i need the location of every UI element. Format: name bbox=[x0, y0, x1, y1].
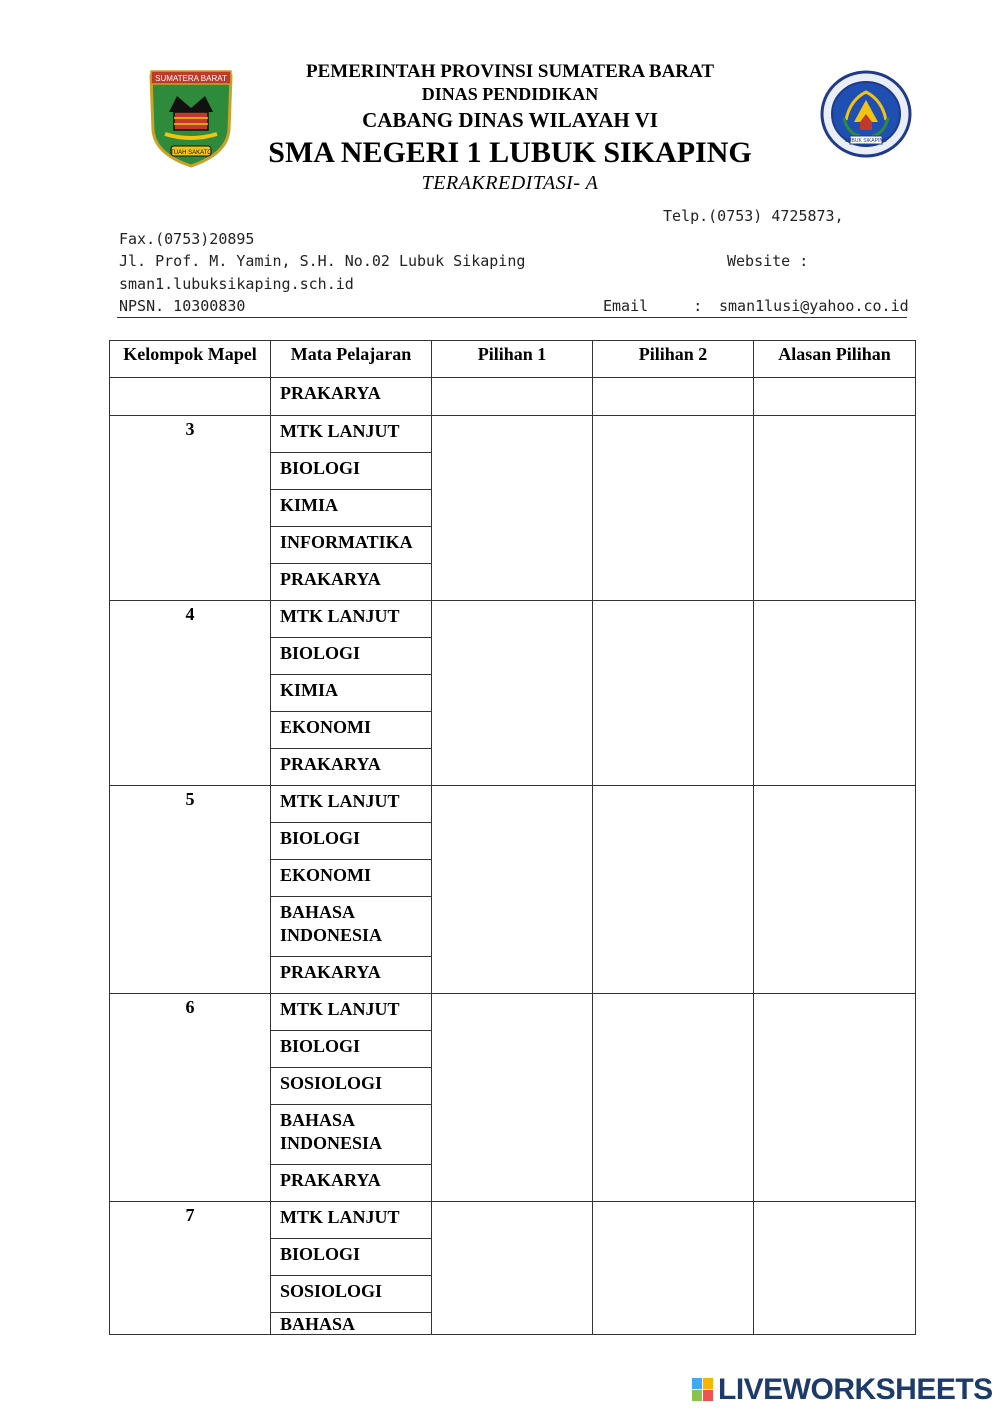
header-pilihan-1: Pilihan 1 bbox=[432, 341, 593, 378]
pilihan-1-cell[interactable] bbox=[432, 1202, 593, 1335]
subject-cell: EKONOMI bbox=[271, 712, 432, 749]
header-pilihan-2: Pilihan 2 bbox=[593, 341, 754, 378]
subject-cell: MTK LANJUT bbox=[271, 1202, 432, 1239]
pilihan-1-cell[interactable] bbox=[432, 378, 593, 416]
school-name: SMA NEGERI 1 LUBUK SIKAPING bbox=[268, 136, 752, 169]
subject-cell: SOSIOLOGI bbox=[271, 1276, 432, 1313]
sumatera-barat-emblem bbox=[147, 68, 235, 168]
subject-cell: MTK LANJUT bbox=[271, 416, 432, 453]
pilihan-2-cell[interactable] bbox=[593, 994, 754, 1202]
telp: Telp.(0753) 4725873, bbox=[663, 207, 844, 225]
subject-cell: MTK LANJUT bbox=[271, 601, 432, 638]
subject-cell: INFORMATIKA bbox=[271, 527, 432, 564]
pilihan-2-cell[interactable] bbox=[593, 378, 754, 416]
subject-cell: PRAKARYA bbox=[271, 957, 432, 994]
alasan-cell[interactable] bbox=[754, 378, 916, 416]
subject-cell: PRAKARYA bbox=[271, 378, 432, 416]
accreditation: TERAKREDITASI- A bbox=[421, 172, 599, 194]
table-row bbox=[110, 994, 916, 1031]
subject-cell: MTK LANJUT bbox=[271, 994, 432, 1031]
subject-cell: BAHASA bbox=[271, 1313, 432, 1335]
table-row bbox=[110, 601, 916, 638]
alasan-cell[interactable] bbox=[754, 786, 916, 994]
npsn: NPSN. 10300830 bbox=[119, 297, 246, 315]
group-number: 7 bbox=[110, 1202, 271, 1335]
subject-cell: EKONOMI bbox=[271, 860, 432, 897]
subject-choice-table bbox=[109, 340, 916, 1335]
pilihan-1-cell[interactable] bbox=[432, 994, 593, 1202]
subject-cell: MTK LANJUT bbox=[271, 786, 432, 823]
header-branch: CABANG DINAS WILAYAH VI bbox=[362, 108, 658, 132]
subject-cell: KIMIA bbox=[271, 675, 432, 712]
email-label: Email : bbox=[603, 297, 703, 315]
svg-text:SUMATERA BARAT: SUMATERA BARAT bbox=[155, 74, 227, 83]
header-kelompok: Kelompok Mapel bbox=[110, 341, 271, 378]
pilihan-1-cell[interactable] bbox=[432, 416, 593, 601]
group-number-cell bbox=[110, 378, 271, 416]
alasan-cell[interactable] bbox=[754, 1202, 916, 1335]
pilihan-2-cell[interactable] bbox=[593, 416, 754, 601]
school-emblem bbox=[820, 70, 912, 158]
liveworksheets-text: LIVEWORKSHEETS bbox=[718, 1373, 993, 1406]
subject-cell: PRAKARYA bbox=[271, 1165, 432, 1202]
address: Jl. Prof. M. Yamin, S.H. No.02 Lubuk Sikaping bbox=[119, 252, 526, 270]
table-header-row bbox=[110, 341, 916, 378]
email: sman1lusi@yahoo.co.id bbox=[719, 297, 909, 315]
subject-cell: BIOLOGI bbox=[271, 823, 432, 860]
group-number: 4 bbox=[110, 601, 271, 786]
pilihan-1-cell[interactable] bbox=[432, 786, 593, 994]
subject-cell: BIOLOGI bbox=[271, 453, 432, 490]
liveworksheets-logo-icon bbox=[692, 1378, 714, 1402]
alasan-cell[interactable] bbox=[754, 416, 916, 601]
pilihan-1-cell[interactable] bbox=[432, 601, 593, 786]
table-row bbox=[110, 1202, 916, 1239]
pilihan-2-cell[interactable] bbox=[593, 1202, 754, 1335]
table-row bbox=[110, 378, 916, 416]
website-label: Website : bbox=[727, 252, 809, 270]
subject-cell: KIMIA bbox=[271, 490, 432, 527]
table-row bbox=[110, 786, 916, 823]
subject-cell: SOSIOLOGI bbox=[271, 1068, 432, 1105]
table-row bbox=[110, 416, 916, 453]
pilihan-2-cell[interactable] bbox=[593, 601, 754, 786]
pilihan-2-cell[interactable] bbox=[593, 786, 754, 994]
header-department: DINAS PENDIDIKAN bbox=[421, 84, 599, 104]
group-number: 6 bbox=[110, 994, 271, 1202]
subject-cell: BIOLOGI bbox=[271, 638, 432, 675]
header-mapel: Mata Pelajaran bbox=[271, 341, 432, 378]
alasan-cell[interactable] bbox=[754, 601, 916, 786]
header-alasan: Alasan Pilihan bbox=[754, 341, 916, 378]
svg-text:TUAH SAKATO: TUAH SAKATO bbox=[170, 150, 212, 156]
group-number: 3 bbox=[110, 416, 271, 601]
header-government: PEMERINTAH PROVINSI SUMATERA BARAT bbox=[305, 61, 714, 82]
subject-cell: BAHASA INDONESIA bbox=[271, 1105, 432, 1165]
subject-cell: PRAKARYA bbox=[271, 749, 432, 786]
subject-cell: PRAKARYA bbox=[271, 564, 432, 601]
group-number: 5 bbox=[110, 786, 271, 994]
fax: Fax.(0753)20895 bbox=[119, 230, 255, 248]
subject-cell: BIOLOGI bbox=[271, 1239, 432, 1276]
svg-text:LUBUK SIKAPING: LUBUK SIKAPING bbox=[845, 138, 887, 144]
alasan-cell[interactable] bbox=[754, 994, 916, 1202]
website: sman1.lubuksikaping.sch.id bbox=[119, 275, 354, 293]
header-divider bbox=[117, 317, 907, 318]
subject-cell: BAHASA INDONESIA bbox=[271, 897, 432, 957]
liveworksheets-watermark[interactable] bbox=[692, 1373, 993, 1406]
subject-cell: BIOLOGI bbox=[271, 1031, 432, 1068]
